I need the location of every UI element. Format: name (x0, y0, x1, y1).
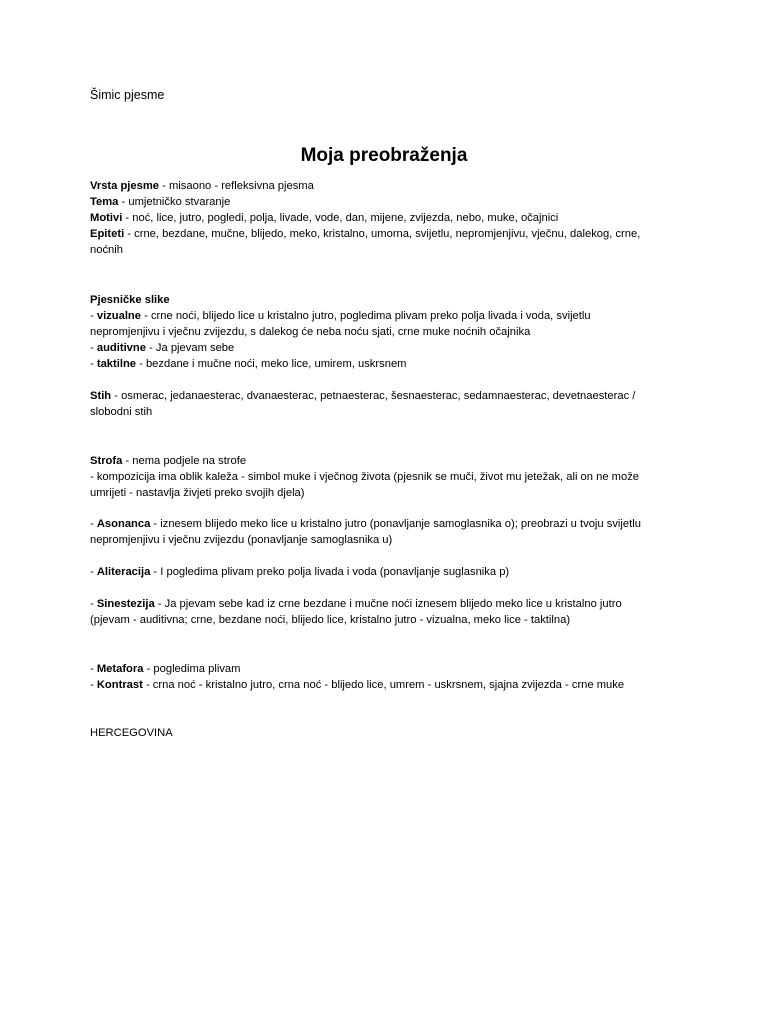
line-text: - crna noć - kristalno jutro, crna noć - blijedo lice, umrem - uskrsnem, sjajna zvijezda - crne muke (142, 679, 625, 691)
text-line-vizualne (90, 308, 591, 324)
section-heading-pjesnicke-slike (90, 292, 170, 308)
line-label: Tema (90, 196, 119, 208)
line-label: Vrsta pjesme (90, 180, 160, 192)
line-text: - kompozicija ima oblik kaleža - simbol muke i vječnog života (pjesnik se muči, život mu jetežak, ali on ne može (90, 471, 640, 483)
line-prefix: - (90, 679, 97, 691)
line-text: - misaono - refleksivna pjesma (159, 180, 314, 192)
text-line-kompozicija-cont (90, 485, 305, 501)
line-prefix: - (90, 518, 97, 530)
line-text: - bezdane i mučne noći, meko lice, umirem, uskrsnem (136, 358, 407, 370)
line-label: Stih (90, 390, 112, 402)
text-line-aliteracija (90, 564, 509, 580)
text-line-sinestezija-cont (90, 612, 570, 628)
line-label: auditivne (96, 342, 146, 354)
text-line-sinestezija (90, 596, 622, 612)
line-label: taktilne (96, 358, 137, 370)
text-line-auditivne (90, 340, 234, 356)
line-text: - pogledima plivam (143, 663, 241, 675)
text-line-stih-cont (90, 404, 152, 420)
line-text: - umjetničko stvaranje (118, 196, 231, 208)
line-text: nepromjenjivu i vječnu zvijezdu, s dalekog će neba noću sjati, crne muke noćnih očajnika (90, 326, 531, 338)
text-line-strofa (90, 453, 246, 469)
line-text: - crne, bezdane, mučne, blijedo, meko, kristalno, umorna, svijetlu, nepromjenjivu, vječnu, dalekog, crne, (124, 228, 641, 240)
text-line-kompozicija (90, 469, 639, 485)
line-prefix: - (90, 663, 97, 675)
line-label: Epiteti (90, 228, 125, 240)
text-line-asonanca (90, 516, 641, 532)
line-prefix: - (90, 342, 97, 354)
line-text: - Ja pjevam sebe kad iz crne bezdane i mučne noći iznesem blijedo meko lice u kristalno jutro (154, 598, 622, 610)
line-text: - I pogledima plivam preko polja livada i voda (ponavljanje suglasnika p) (150, 566, 510, 578)
line-text: - nema podjele na strofe (122, 455, 247, 467)
line-label: Motivi (90, 212, 123, 224)
line-text: - Ja pjevam sebe (145, 342, 235, 354)
text-line-vrsta (90, 178, 314, 194)
line-label: Asonanca (96, 518, 151, 530)
line-label: Sinestezija (96, 598, 155, 610)
line-text: - crne noći, blijedo lice u kristalno jutro, pogledima plivam preko polja livada i voda, svijetlu (141, 310, 591, 322)
text-line-stih (90, 388, 635, 404)
text-line-kontrast (90, 677, 624, 693)
line-text: umrijeti - nastavlja živjeti preko svojih djela) (90, 487, 305, 499)
text-line-footer (90, 725, 173, 741)
text-line-asonanca-cont (90, 532, 392, 548)
text-line-epiteti (90, 226, 640, 242)
text-line-vizualne-cont (90, 324, 530, 340)
line-text: noćnih (90, 244, 123, 256)
line-prefix: - (90, 358, 97, 370)
text-line-motivi (90, 210, 558, 226)
line-label: Kontrast (96, 679, 143, 691)
line-label: vizualne (96, 310, 141, 322)
text-line-tema (90, 194, 230, 210)
line-prefix: - (90, 566, 97, 578)
line-label: Pjesničke slike (90, 294, 170, 306)
line-label: Metafora (96, 663, 144, 675)
text-line-epiteti-cont (90, 242, 123, 258)
line-label: Aliteracija (96, 566, 151, 578)
document-title: Moja preobraženja (300, 145, 468, 166)
text-line-taktilne (90, 356, 406, 372)
line-prefix: - (90, 598, 97, 610)
line-text: HERCEGOVINA (90, 727, 173, 739)
line-text: - osmerac, jedanaesterac, dvanaesterac, petnaesterac, šesnaesterac, sedamnaesterac, devetnaesterac / (111, 390, 636, 402)
line-prefix: - (90, 310, 97, 322)
document-header: Šimic pjesme (90, 88, 165, 102)
line-text: slobodni stih (90, 406, 153, 418)
line-text: nepromjenjivu i vječnu zvijezdu (ponavljanje samoglasnika u) (90, 534, 393, 546)
line-text: - iznesem blijedo meko lice u kristalno jutro (ponavljanje samoglasnika o); preobrazi u tvoju svijetlu (150, 518, 641, 530)
text-line-metafora (90, 661, 240, 677)
line-label: Strofa (90, 455, 123, 467)
line-text: - noć, lice, jutro, pogledi, polja, livade, vode, dan, mijene, zvijezda, nebo, muke, očajnici (122, 212, 559, 224)
line-text: (pjevam - auditivna; crne, bezdane noći, blijedo lice, kristalno jutro - vizualna, meko lice - taktilna) (90, 614, 571, 626)
